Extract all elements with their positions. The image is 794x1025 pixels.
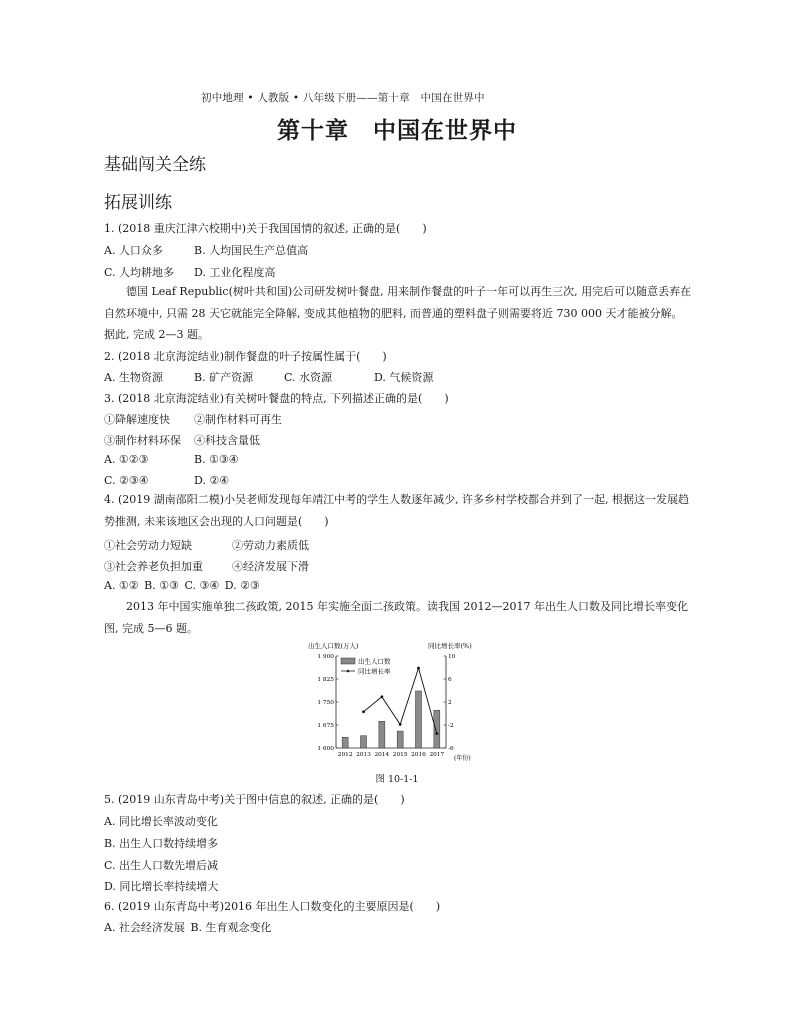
question-1-stem: 1. (2018 重庆江津六校期中)关于我国国情的叙述, 正确的是( ) [104,222,427,235]
option-a: A. 生物资源 [104,371,163,384]
line-point [435,732,438,735]
option-b: B. ①③ [144,579,179,592]
legend-bar-swatch [341,658,355,664]
question-5-stem: 5. (2019 山东青岛中考)关于图中信息的叙述, 正确的是( ) [104,793,405,806]
statement-3: ③社会养老负担加重 [104,560,203,573]
bar [416,691,422,748]
x-tick-label: 2012 [337,752,353,758]
bar [342,737,348,748]
option-b: B. 生育观念变化 [190,921,272,934]
left-tick-label: 1 675 [317,723,334,729]
section-heading-basic: 基础闯关全练 [104,155,206,175]
option-d: D. 气候资源 [374,371,434,384]
question-3-options-row1 [104,453,239,466]
question-6-options [104,919,272,935]
x-tick-label: 2013 [356,752,371,758]
question-1-options-row2 [104,264,275,280]
question-3-statements-row1 [104,411,282,427]
option-a: A. 同比增长率波动变化 [104,815,218,828]
line-series [362,667,438,735]
line-point [362,710,365,713]
option-c: C. 水资源 [284,371,333,384]
bar [434,710,440,748]
line-point [417,667,420,670]
option-b: B. 矿产资源 [194,371,254,384]
question-1-options-row1 [104,242,308,258]
question-4-statements-row2 [104,558,309,574]
left-tick-label: 1 750 [317,700,334,706]
right-axis-title: 同比增长率(%) [428,642,472,650]
statement-1: ①降解速度快 [104,413,170,426]
bar [379,721,385,748]
x-tick-label: 2017 [429,752,445,758]
option-d: D. 工业化程度高 [194,266,276,279]
statement-3: ③制作材料环保 [104,434,181,447]
line-point [380,695,383,698]
question-2-options [104,369,433,385]
legend-line-marker [347,670,350,673]
chart-legend [341,657,391,676]
option-b: B. 人均国民生产总值高 [194,244,309,257]
option-a: A. 人口众多 [104,244,163,257]
statement-2: ②劳动力素质低 [232,539,309,552]
right-tick-label: -2 [448,723,454,729]
option-a: A. 社会经济发展 [104,921,185,934]
left-tick-label: 1 600 [317,746,334,752]
question-3-options-row2 [104,474,229,487]
option-c: C. 出生人口数先增后减 [104,859,219,872]
question-3-statements-row2 [104,432,260,448]
x-tick-label: 2015 [392,752,408,758]
left-axis-title: 出生人口数(万人) [308,642,359,650]
question-4-options [104,579,260,592]
x-axis-unit: (年份) [454,755,471,762]
option-c: C. 人均耕地多 [104,266,175,279]
option-a: A. ①②③ [104,453,149,466]
x-tick-label: 2016 [411,752,426,758]
question-6-stem: 6. (2019 山东青岛中考)2016 年出生人口数变化的主要原因是( ) [104,900,441,913]
question-4-statements-row1 [104,537,309,553]
option-d: D. ②④ [194,474,230,487]
page-header: 初中地理 • 人教版 • 八年级下册——第十章 中国在世界中 [201,92,485,104]
statement-4: ④经济发展下滑 [232,560,309,573]
option-c: C. ②③④ [104,474,149,487]
birth-population-chart [306,638,476,770]
option-c: C. ③④ [184,579,220,592]
statement-4: ④科技含量低 [194,434,260,447]
figure-caption: 图 10-1-1 [375,774,419,785]
question-4-stem: 4. (2019 湖南邵阳二模)小吴老师发现每年靖江中考的学生人数逐年减少, 许多乡村学校都合并到了一起, 根据这一发展趋势推测, 未来该地区会出现的人口问题是( ) [104,493,690,528]
x-tick-label: 2014 [374,752,390,758]
option-a: A. ①② [104,579,139,592]
option-d: D. 同比增长率持续增大 [104,880,219,893]
bar-series [342,691,440,748]
right-tick-label: 10 [448,654,456,660]
legend-line-label: 同比增长率 [358,667,391,676]
line-point [399,723,402,726]
chapter-title: 第十章 中国在世界中 [277,118,517,144]
left-tick-label: 1 825 [317,677,334,683]
right-tick-label: 2 [448,700,452,706]
right-tick-label: 6 [448,677,452,683]
statement-2: ②制作材料可再生 [194,413,282,426]
legend-bar-label: 出生人口数 [358,657,391,666]
chart-axes [336,656,446,748]
section-heading-extension: 拓展训练 [104,193,172,213]
right-tick-label: -6 [448,746,454,752]
reading-material-2: 2013 年中国实施单独二孩政策, 2015 年实施全面二孩政策。读我国 2012—2017 年出生人口数及同比增长率变化图, 完成 5—6 题。 [104,600,688,635]
option-d: D. ②③ [224,579,260,592]
statement-1: ①社会劳动力短缺 [104,539,192,552]
option-b: B. 出生人口数持续增多 [104,837,219,850]
bar [397,731,403,748]
question-2-stem: 2. (2018 北京海淀结业)制作餐盘的叶子按属性属于( ) [104,350,387,363]
bar [361,736,367,748]
option-b: B. ①③④ [194,453,239,466]
reading-material-1: 德国 Leaf Republic(树叶共和国)公司研发树叶餐盘, 用来制作餐盘的叶子一年可以再生三次, 用完后可以随意丢弃在自然环境中, 只需 28 天它就能完全降解, 变成其他植物的肥料, 而普通的塑料盘子则需要将近 730 000 天才能被分解。据此, 完成 2—3 题。 [104,285,692,341]
left-tick-label: 1 900 [317,654,334,660]
question-3-stem: 3. (2018 北京海淀结业)有关树叶餐盘的特点, 下列描述正确的是( ) [104,392,449,405]
